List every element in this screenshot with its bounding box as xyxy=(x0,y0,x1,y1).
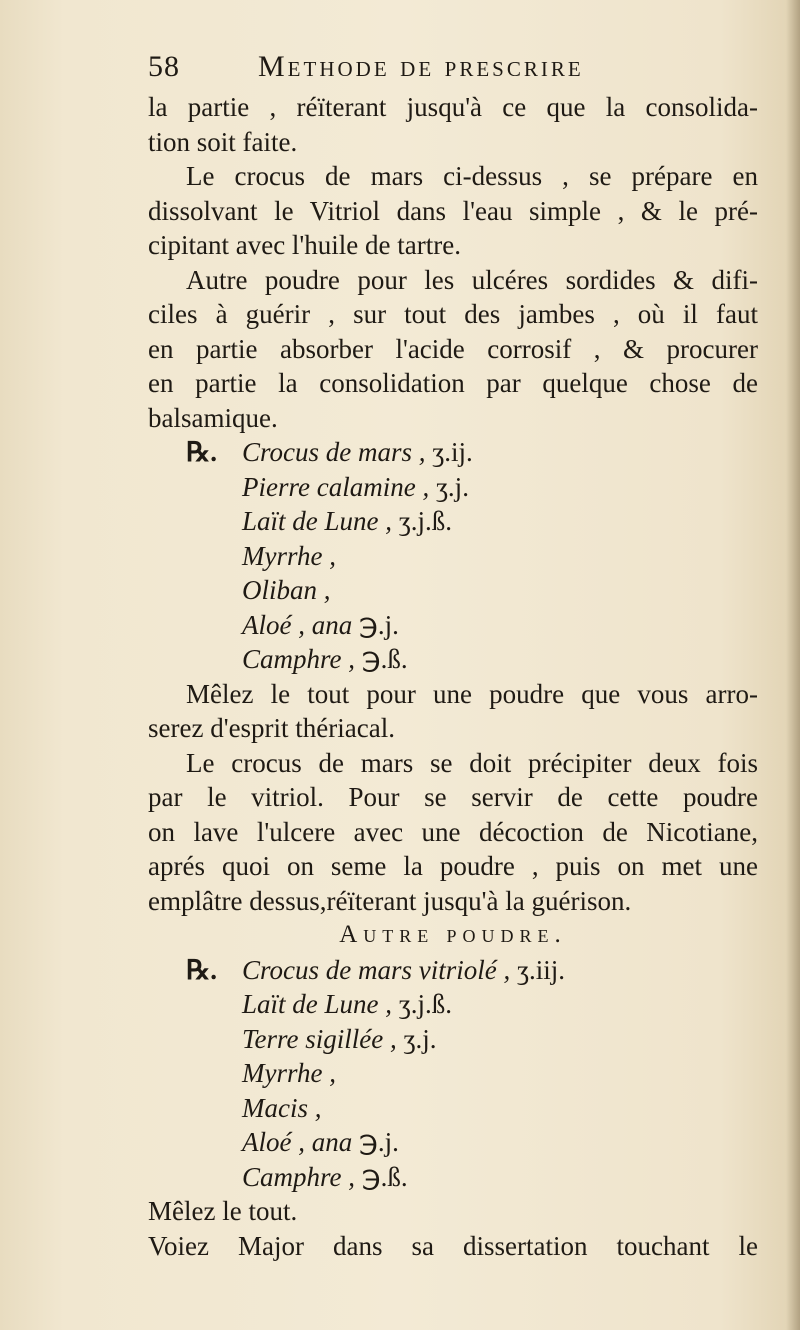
paragraph-5-line: emplâtre dessus,réïterant jusqu'à la guérison. xyxy=(148,885,632,916)
ingredient-name: Crocus de mars vitriolé , xyxy=(242,954,511,985)
paragraph-7-line: Voiez Major dans sa dissertation touchant le xyxy=(148,1230,758,1261)
recipe-2-item xyxy=(148,953,758,988)
paragraph-2-line: Le crocus de mars ci-dessus , se prépare en xyxy=(186,161,758,191)
ingredient-name: Myrrhe , xyxy=(242,540,336,571)
paragraph-2-line: dissolvant le Vitriol dans l'eau simple , & le pré- xyxy=(148,195,758,226)
ingredient-name: Myrrhe , xyxy=(242,1058,336,1088)
paragraph-6-line: Mêlez le tout. xyxy=(148,1196,298,1226)
recipe-2-item xyxy=(148,1160,758,1195)
ingredient-name: Aloé , ana xyxy=(242,609,353,640)
paragraph-3-line: en partie la consolidation par quelque chose de xyxy=(148,368,758,398)
ingredient-name: Crocus de mars , xyxy=(242,437,426,467)
ingredient-name: Camphre , xyxy=(242,644,355,674)
running-head xyxy=(148,50,768,90)
recipe-1-item xyxy=(148,642,758,677)
ingredient-name: Terre sigillée , xyxy=(242,1023,397,1054)
recipe-1-item xyxy=(148,608,758,643)
paragraph-1-line: la partie , réïterant jusqu'à ce que la consolida- xyxy=(148,92,758,122)
paragraph-5-line: aprés quoi on seme la poudre , puis on met une xyxy=(148,851,758,881)
ingredient-amount: ʒ.j.ß. xyxy=(398,506,453,536)
ingredient-name: Laït de Lune , xyxy=(242,506,393,536)
recipe-2-item xyxy=(148,1056,758,1091)
ingredient-amount: ℈.j. xyxy=(358,609,399,640)
ingredient-name: Aloé , ana xyxy=(242,1127,353,1157)
paragraph-3-line: Autre poudre pour les ulcéres sordides & difi- xyxy=(186,264,758,295)
paragraph-2-line: cipitant avec l'huile de tartre. xyxy=(148,230,461,260)
page-number: 58 xyxy=(148,50,180,83)
paragraph-3-line: ciles à guérir , sur tout des jambes , où il faut xyxy=(148,299,758,329)
ingredient-name: Oliban , xyxy=(242,575,331,605)
recipe-symbol: ℞. xyxy=(186,954,217,985)
paragraph-3-line: balsamique. xyxy=(148,402,278,433)
recipe-2-item xyxy=(148,987,758,1022)
ingredient-amount: ʒ.iij. xyxy=(516,954,565,985)
ingredient-amount: ʒ.j.ß. xyxy=(398,989,453,1019)
ingredient-amount: ʒ.j. xyxy=(403,1023,437,1054)
paragraph-3-line: en partie absorber l'acide corrosif , & procurer xyxy=(148,333,758,364)
ingredient-name: Macis , xyxy=(242,1092,322,1123)
ingredient-amount: ℈.ß. xyxy=(361,644,408,674)
paragraph-5-line: on lave l'ulcere avec une décoction de Nicotiane, xyxy=(148,816,758,847)
recipe-2-item xyxy=(148,1091,758,1126)
paragraph-5-line: Le crocus de mars se doit précipiter deux fois xyxy=(186,747,758,778)
recipe-1-item xyxy=(148,539,758,574)
recipe-2-item xyxy=(148,1125,758,1160)
paragraph-4-line: Mêlez le tout pour une poudre que vous arro- xyxy=(186,678,758,709)
ingredient-name: Camphre , xyxy=(242,1161,355,1192)
paragraph-4-line: serez d'esprit thériacal. xyxy=(148,713,395,743)
paragraph-5-line: par le vitriol. Pour se servir de cette poudre xyxy=(148,782,758,812)
ingredient-amount: ʒ.ij. xyxy=(432,437,473,467)
ingredient-amount: ℈.j. xyxy=(358,1127,399,1157)
recipe-1-item xyxy=(148,573,758,608)
recipe-1-item xyxy=(148,504,758,539)
text-block xyxy=(148,90,758,1263)
ingredient-name: Pierre calamine , xyxy=(242,471,430,502)
recipe-1-item xyxy=(148,435,758,470)
recipe-symbol: ℞. xyxy=(186,437,217,467)
ingredient-name: Laït de Lune , xyxy=(242,989,393,1019)
running-title: Methode de prescrire xyxy=(258,50,584,83)
binding-shadow xyxy=(786,0,800,1330)
recipe-1-item xyxy=(148,470,758,505)
ingredient-amount: ʒ.j. xyxy=(435,471,469,502)
section-heading: Autre poudre. xyxy=(339,921,567,948)
paragraph-1-line: tion soit faite. xyxy=(148,126,298,157)
recipe-2-item xyxy=(148,1022,758,1057)
ingredient-amount: ℈.ß. xyxy=(361,1161,408,1192)
